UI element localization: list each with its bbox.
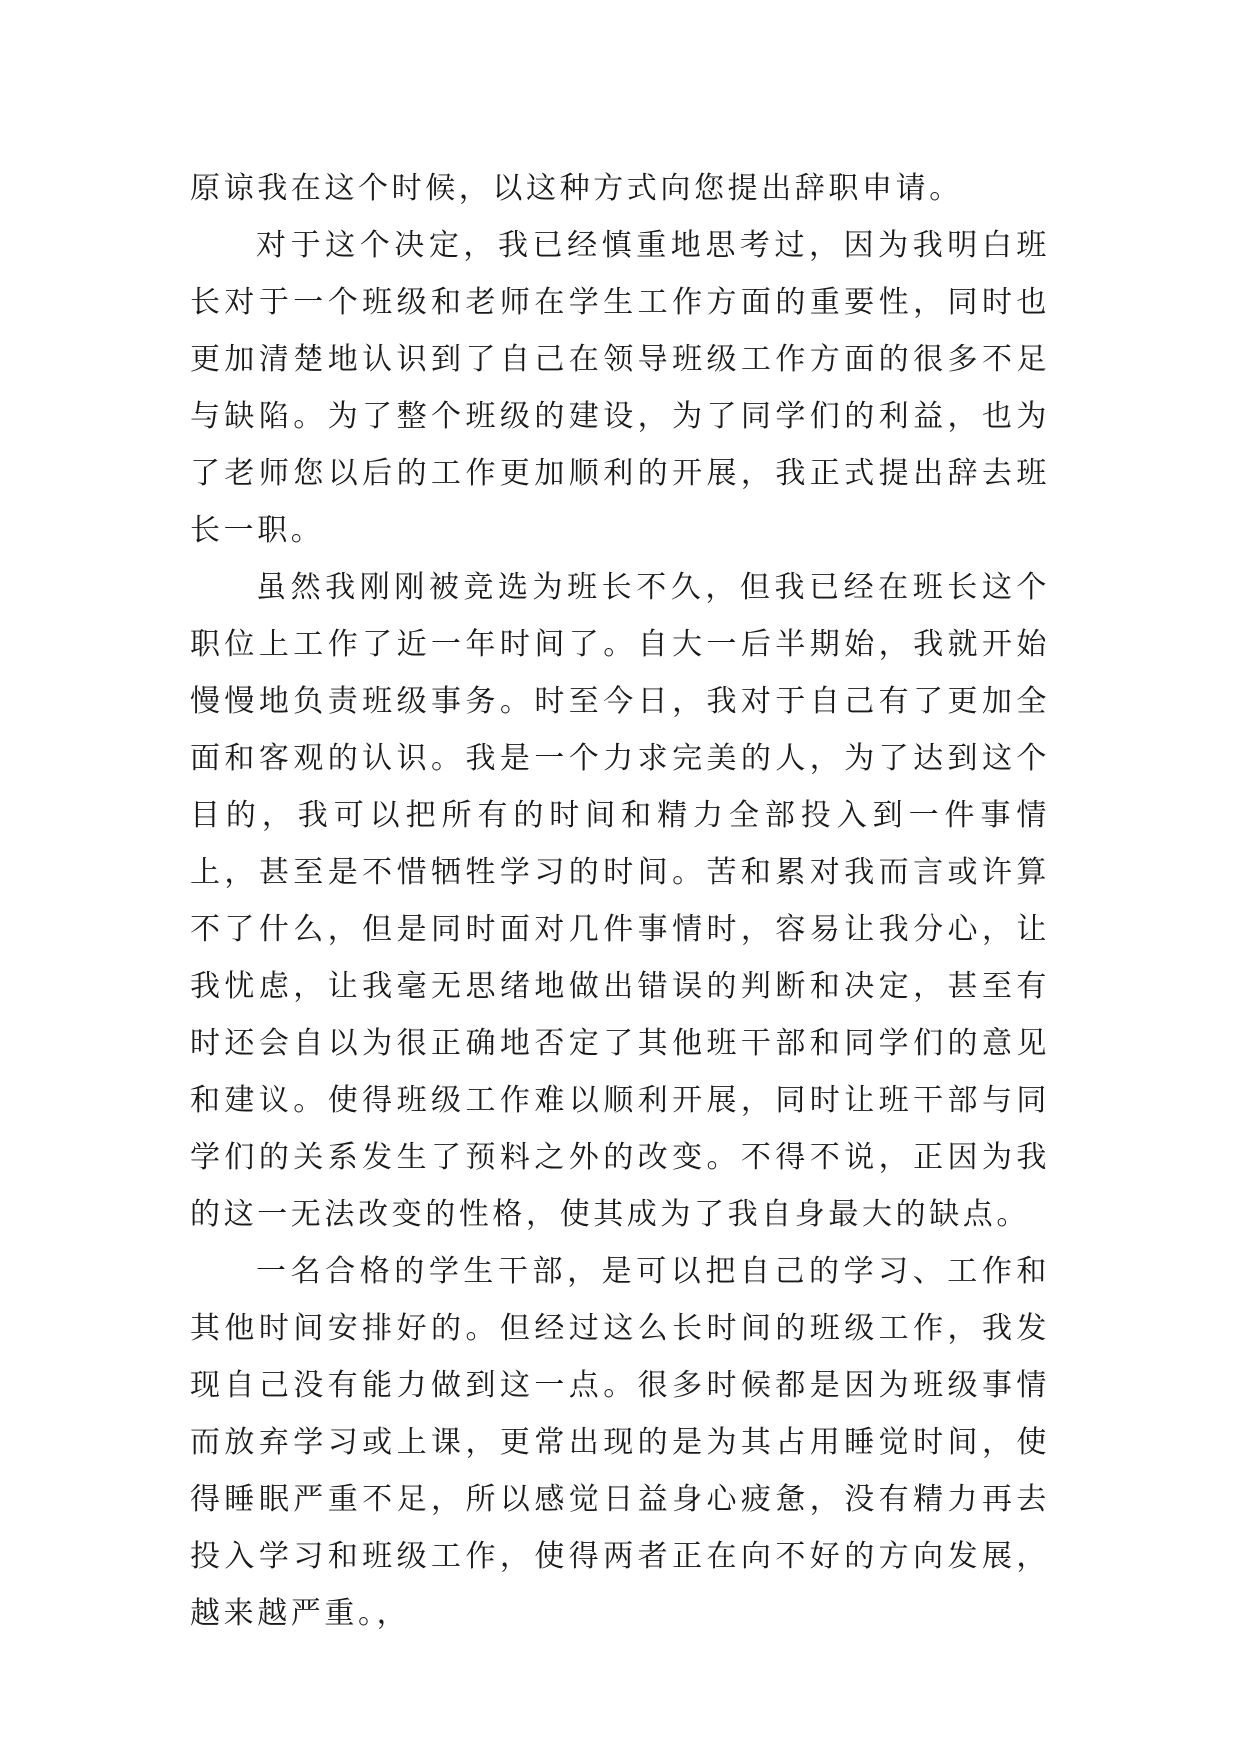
document-body <box>190 160 1050 1642</box>
paragraph-2: 对于这个决定，我已经慎重地思考过，因为我明白班长对于一个班级和老师在学生工作方面的重要性，同时也更加清楚地认识到了自己在领导班级工作方面的很多不足与缺陷。为了整个班级的建设，为了同学们的利益，也为了老师您以后的工作更加顺利的开展，我正式提出辞去班长一职。 <box>190 228 1050 548</box>
paragraph-4: 一名合格的学生干部，是可以把自己的学习、工作和其他时间安排好的。但经过这么长时间的班级工作，我发现自己没有能力做到这一点。很多时候都是因为班级事情而放弃学习或上课，更常出现的是为其占用睡觉时间，使得睡眠严重不足，所以感觉日益身心疲惫，没有精力再去投入学习和班级工作，使得两者正在向不好的方向发展，越来越严重。， <box>190 1254 1050 1631</box>
paragraph-1: 原谅我在这个时候，以这种方式向您提出辞职申请。 <box>190 171 963 206</box>
paragraph-3: 虽然我刚刚被竞选为班长不久，但我已经在班长这个职位上工作了近一年时间了。自大一后半期始，我就开始慢慢地负责班级事务。时至今日，我对于自己有了更加全面和客观的认识。我是一个力求完美的人，为了达到这个目的，我可以把所有的时间和精力全部投入到一件事情上，甚至是不惜牺牲学习的时间。苦和累对我而言或许算不了什么，但是同时面对几件事情时，容易让我分心，让我忧虑，让我毫无思绪地做出错误的判断和决定，甚至有时还会自以为很正确地否定了其他班干部和同学们的意见和建议。使得班级工作难以顺利开展，同时让班干部与同学们的关系发生了预料之外的改变。不得不说，正因为我的这一无法改变的性格，使其成为了我自身最大的缺点。 <box>190 570 1050 1232</box>
